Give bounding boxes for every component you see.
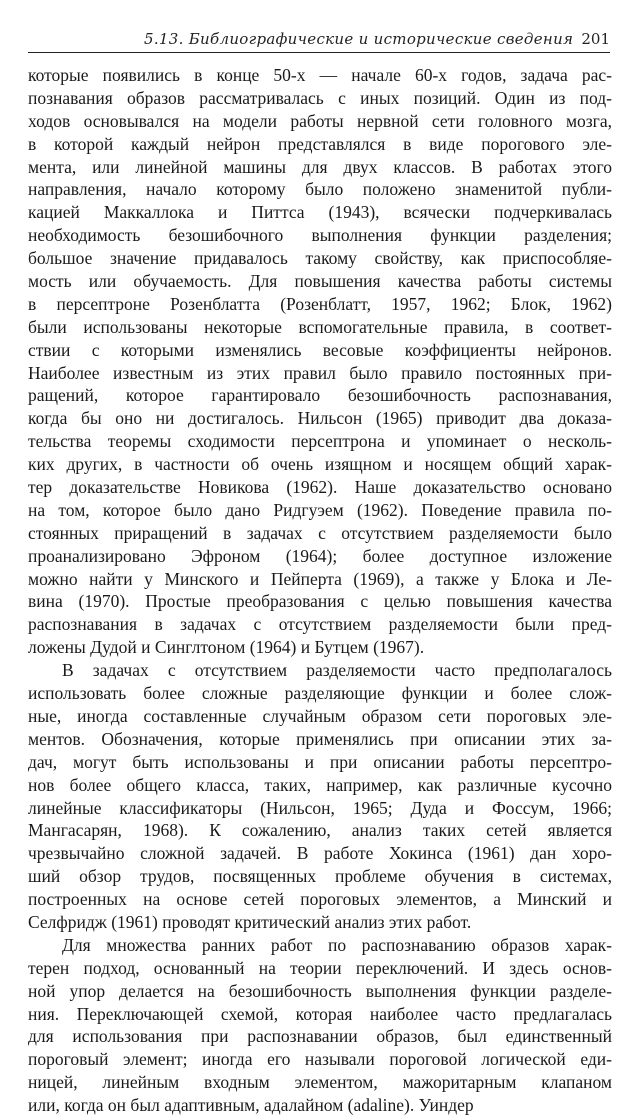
paragraph (28, 659, 612, 934)
text-line: мента, или линейной машины для двух классов. В работах этого (28, 156, 612, 177)
text-line: проанализировано Эфроном (1964); более доступное изложение (28, 545, 612, 566)
paragraph (28, 934, 612, 1117)
text-line: ницей, линейным входным элементом, мажоритарным клапаном (28, 1072, 612, 1093)
text-line: ной упор делается на безошибочность выполнения функции разделе- (28, 980, 612, 1001)
text-line: тер доказательстве Новикова (1962). Наше доказательство основано (28, 477, 612, 498)
text-line: чрезвычайно сложной задачей. В работе Хокинса (1961) дан хоро- (28, 843, 612, 864)
text-line: ния. Переключающей схемой, которая наиболее часто предлагалась (28, 1003, 612, 1024)
text-line: использовать более сложные разделяющие функции и более слож- (28, 683, 612, 704)
text-line: необходимость безошибочного выполнения функции разделения; (28, 225, 612, 246)
text-line: Для множества ранних работ по распознаванию образов харак- (62, 934, 612, 955)
text-line: распознавания в задачах с отсутствием разделяемости были пред- (28, 614, 612, 635)
text-line: дач, могут быть использованы и при описании работы персептро- (28, 751, 612, 772)
text-line: Наиболее известным из этих правил было правило постоянных при- (28, 362, 612, 383)
page-number: 201 (581, 30, 610, 48)
text-line: когда бы оно ни достигалось. Нильсон (1965) приводит два доказа- (28, 408, 612, 429)
text-line: для использования при распознавании образов, был единственный (28, 1026, 612, 1047)
text-line: или, когда он был адаптивным, адалайном (adaline). Уиндер (28, 1095, 474, 1116)
text-line: на том, которое было дано Ридгуэем (1962). Поведение правила по- (28, 499, 612, 520)
text-line: ложены Дудой и Синглтоном (1964) и Бутцем (1967). (28, 637, 425, 658)
text-line: ные, иногда составленные случайным образом сети пороговых эле- (28, 705, 612, 726)
running-header (28, 28, 610, 53)
text-line: терен подход, основанный на теории переключений. И здесь основ- (28, 957, 612, 978)
text-line: ких других, в частности об очень изящном и носящем общий харак- (28, 454, 612, 475)
text-line: ментов. Обозначения, которые применялись при описании этих за- (28, 728, 612, 749)
text-line: построенных на основе сетей пороговых элементов, а Минский и (28, 889, 612, 910)
text-line: направления, начало которому было положено знаменитой публи- (28, 179, 612, 200)
text-line: познавания образов рассматривалась с иных позиций. Один из под- (28, 87, 612, 108)
text-line: которые появились в конце 50-х — начале 60-х годов, задача рас- (28, 65, 612, 85)
text-line: стоянных приращений в задачах с отсутствием разделяемости было (28, 522, 612, 543)
text-line: мость или обучаемость. Для повышения качества работы системы (28, 271, 612, 292)
body-text (28, 64, 612, 1117)
text-line: Селфридж (1961) проводят критический анализ этих работ. (28, 911, 472, 932)
text-line: вина (1970). Простые преобразования с целью повышения качества (28, 591, 612, 612)
text-line: в которой каждый нейрон представлялся в виде порогового эле- (28, 133, 612, 154)
text-line: ствии с которыми изменялись весовые коэффициенты нейронов. (28, 339, 612, 360)
text-line: ший обзор трудов, посвященных проблеме обучения в системах, (28, 866, 612, 887)
text-line: были использованы некоторые вспомогательные правила, в соответ- (28, 316, 612, 337)
paragraph (28, 64, 612, 659)
text-line: можно найти у Минского и Пейперта (1969), а также у Блока и Ле- (28, 568, 612, 589)
text-line: в персептроне Розенблатта (Розенблатт, 1957, 1962; Блок, 1962) (28, 293, 612, 314)
running-title: 5.13. Библиографические и исторические сведения (144, 30, 574, 48)
text-line: большое значение придавалось такому свойству, как приспособляе- (28, 248, 612, 269)
text-line: В задачах с отсутствием разделяемости часто предполагалось (62, 660, 612, 681)
text-line: ходов основывался на модели работы нервной сети головного мозга, (28, 110, 612, 131)
text-line: тельства теоремы сходимости персептрона и упоминает о несколь- (28, 431, 612, 452)
text-line: ращений, которое гарантировало безошибочность распознавания, (28, 385, 612, 406)
text-line: кацией Маккаллока и Питтса (1943), всячески подчеркивалась (28, 202, 612, 223)
text-line: нов более общего класса, таких, например, как различные кусочно (28, 774, 612, 795)
text-line: Мангасарян, 1968). К сожалению, анализ таких сетей является (28, 820, 612, 841)
text-line: пороговый элемент; иногда его называли пороговой логической еди- (28, 1049, 612, 1070)
text-line: линейные классификаторы (Нильсон, 1965; Дуда и Фоссум, 1966; (28, 797, 612, 818)
